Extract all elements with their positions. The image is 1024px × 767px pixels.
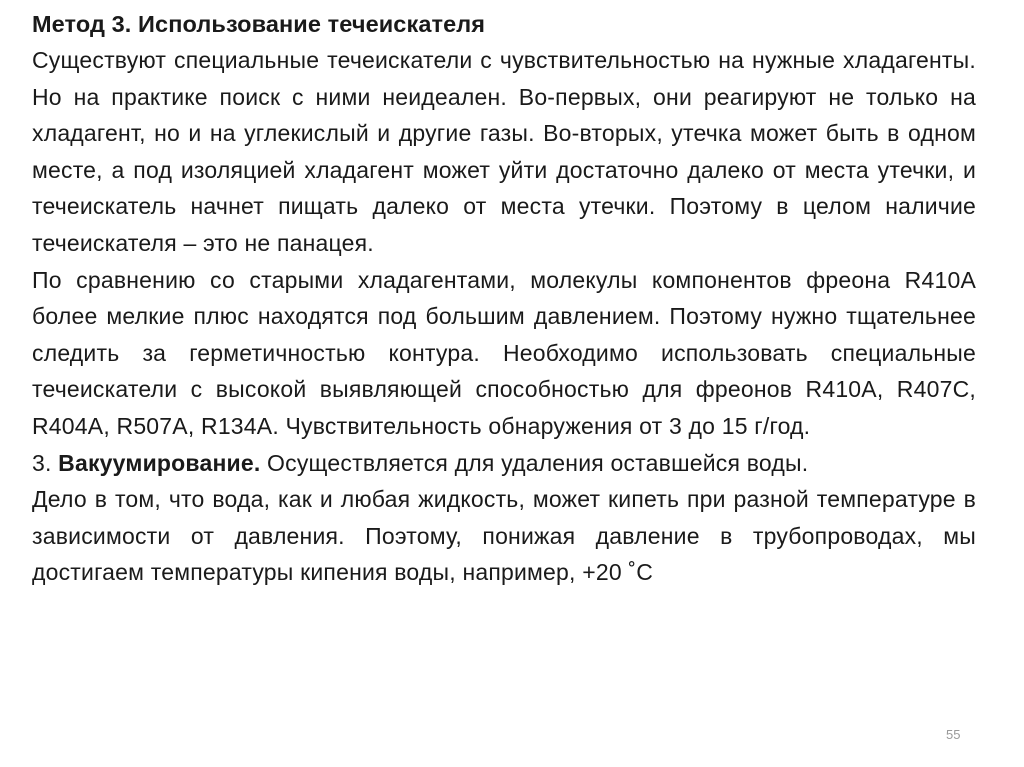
vacuuming-heading: Вакуумирование. (58, 449, 261, 476)
paragraph-leak-detector: Существуют специальные течеискатели с чувствительностью на нужные хладагенты. Но на практике поиск с ними неидеален. Во-первых, они реагируют не только на хладагент, но и на углекислый и другие газы. Во-вторых, утечка может быть в одном месте, а под изоляцией хладагент может уйти достаточно далеко от места утечки, и течеискатель начнет пищать далеко от места утечки. Поэтому в целом наличие течеискателя – это не панацея. (32, 47, 976, 256)
slide-content (32, 6, 976, 591)
page-number: 55 (946, 727, 961, 742)
paragraph-r410a: По сравнению со старыми хладагентами, молекулы компонентов фреона R410A более мелкие плюс находятся под большим давлением. Поэтому нужно тщательнее следить за герметичностью контура. Необходимо использовать специальные течеискатели с высокой выявляющей способностью для фреонов R410A, R407C, R404A, R507A, R134A. Чувствительность обнаружения от 3 до 15 г/год. (32, 266, 976, 439)
slide-title: Метод 3. Использование течеискателя (32, 11, 486, 37)
paragraph-vacuuming (32, 445, 976, 482)
vacuuming-text: Осуществляется для удаления оставшейся воды. (260, 449, 809, 476)
vacuuming-number: 3. (32, 449, 59, 476)
paragraph-boiling: Дело в том, что вода, как и любая жидкость, может кипеть при разной температуре в зависимости от давления. Поэтому, понижая давление в трубопроводах, мы достигаем температуры кипения воды, например, +20 ˚С (32, 486, 976, 586)
